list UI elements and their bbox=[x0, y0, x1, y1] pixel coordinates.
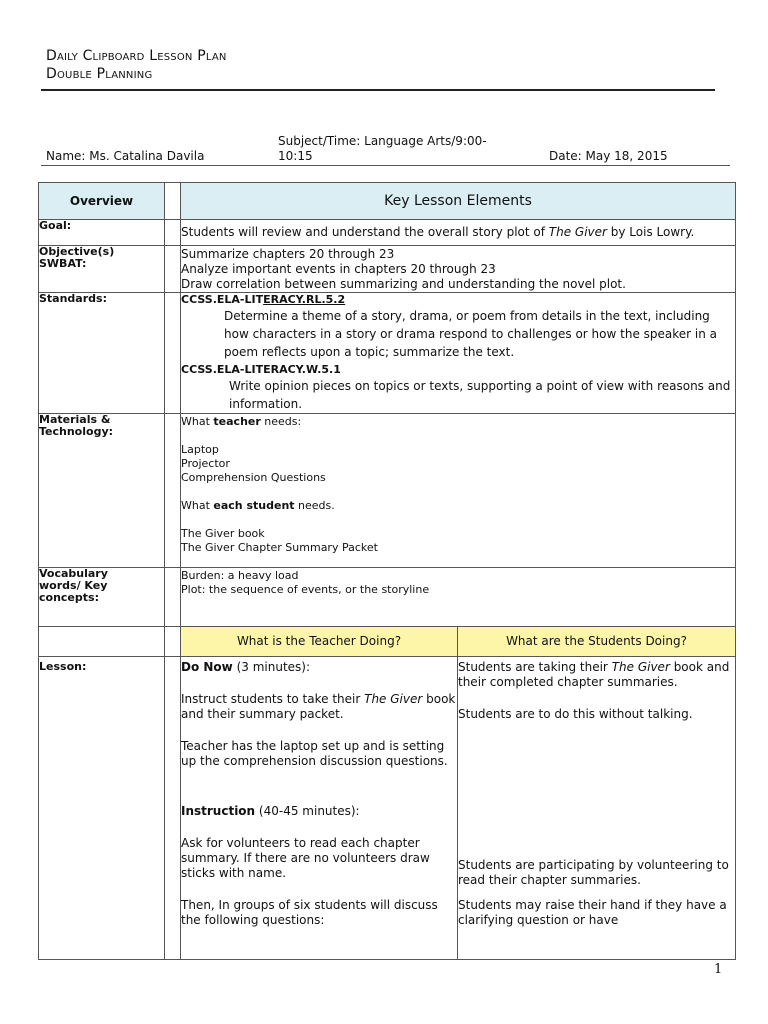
teacher-step-1 bbox=[181, 692, 457, 722]
objectives-label-line-1: Objective(s) bbox=[39, 245, 115, 258]
goal-text-start: Students will review and understand the overall story plot of bbox=[181, 225, 549, 239]
vocabulary-content bbox=[181, 568, 736, 627]
teacher-needs-pre: What bbox=[181, 415, 214, 428]
teacher-step-1-title: The Giver bbox=[364, 692, 423, 706]
standard-description-2: Write opinion pieces on topics or texts, supporting a point of view with reasons and information. bbox=[229, 379, 731, 411]
goal-row bbox=[39, 220, 736, 246]
subject-time bbox=[278, 134, 487, 164]
vocabulary-label-line-2: words/ Key bbox=[39, 579, 108, 592]
subject-time-line-2: 10:15 bbox=[278, 149, 313, 163]
student-step-4: Students may raise their hand if they have a clarifying question or have bbox=[458, 898, 727, 927]
student-material-item: The Giver Chapter Summary Packet bbox=[181, 541, 378, 554]
student-needs-post: needs. bbox=[294, 499, 335, 512]
teacher-material-item: Projector bbox=[181, 457, 230, 470]
teacher-column-header: What is the Teacher Doing? bbox=[181, 627, 458, 657]
student-needs-bold: each student bbox=[213, 499, 295, 512]
student-step-1-start: Students are taking their bbox=[458, 660, 612, 674]
teacher-step-2: Teacher has the laptop set up and is setting up the comprehension discussion questions. bbox=[181, 739, 448, 768]
gap-cell bbox=[165, 568, 181, 627]
teacher-needs-post: needs: bbox=[260, 415, 302, 428]
activity-header-row bbox=[39, 627, 736, 657]
standard-description-1: Determine a theme of a story, drama, or poem from details in the text, including how characters in a story or drama respond to challenges or how the speaker in a poem reflects upon a topic; summarize the text. bbox=[224, 309, 718, 359]
gap-cell bbox=[165, 293, 181, 414]
page-number: 1 bbox=[714, 962, 723, 977]
materials-label-line-1: Materials & bbox=[39, 413, 111, 426]
gap-cell bbox=[165, 414, 181, 568]
vocabulary-label-line-1: Vocabulary bbox=[39, 567, 108, 580]
student-material-item: The Giver book bbox=[181, 527, 265, 540]
gap-cell bbox=[165, 627, 181, 657]
title-line-1: Daily Clipboard Lesson Plan bbox=[46, 48, 227, 64]
teacher-step-1-start: Instruct students to take their bbox=[181, 692, 365, 706]
teacher-name: Name: Ms. Catalina Davila bbox=[46, 149, 205, 163]
teacher-step-1-end: book and their summary packet. bbox=[181, 692, 456, 721]
goal-label: Goal: bbox=[39, 220, 165, 246]
standard-code-1-link[interactable]: ERACY.RL.5.2 bbox=[263, 293, 346, 306]
standard-code-2: CCSS.ELA-LITERACY.W.5.1 bbox=[181, 363, 341, 376]
materials-label-line-2: Technology: bbox=[39, 425, 114, 438]
meta-underline bbox=[41, 165, 730, 166]
lesson-plan-table bbox=[38, 182, 736, 960]
objective-item: Analyze important events in chapters 20 through 23 bbox=[181, 262, 496, 276]
teacher-needs-heading bbox=[181, 415, 735, 429]
student-activities bbox=[458, 657, 736, 960]
vocabulary-item: Burden: a heavy load bbox=[181, 569, 299, 582]
materials-label bbox=[39, 414, 165, 568]
objective-item: Draw correlation between summarizing and understanding the novel plot. bbox=[181, 277, 626, 291]
student-needs-heading bbox=[181, 499, 735, 513]
title-line-2: Double Planning bbox=[46, 66, 153, 82]
teacher-step-3: Ask for volunteers to read each chapter summary. If there are no volunteers draw sticks with name. bbox=[181, 836, 430, 880]
gap-cell bbox=[165, 246, 181, 293]
do-now-heading bbox=[181, 660, 457, 675]
empty-label-cell bbox=[39, 627, 165, 657]
gap-cell bbox=[165, 183, 181, 220]
materials-row bbox=[39, 414, 736, 568]
objectives-label bbox=[39, 246, 165, 293]
instruction-duration: (40-45 minutes): bbox=[255, 804, 360, 818]
teacher-step-4: Then, In groups of six students will discuss the following questions: bbox=[181, 898, 438, 927]
students-column-header: What are the Students Doing? bbox=[458, 627, 736, 657]
standards-content bbox=[181, 293, 736, 414]
key-lesson-elements-header: Key Lesson Elements bbox=[181, 183, 736, 220]
vocabulary-label bbox=[39, 568, 165, 627]
student-step-1-title: The Giver bbox=[611, 660, 670, 674]
teacher-needs-bold: teacher bbox=[213, 415, 261, 428]
standard-code-1 bbox=[181, 293, 735, 307]
student-step-1-end: book and their completed chapter summaries. bbox=[458, 660, 730, 689]
student-needs-pre: What bbox=[181, 499, 214, 512]
student-step-1 bbox=[458, 660, 735, 690]
header-rule bbox=[41, 89, 715, 91]
goal-book-title: The Giver bbox=[548, 225, 607, 239]
student-step-2: Students are to do this without talking. bbox=[458, 707, 693, 721]
objective-item: Summarize chapters 20 through 23 bbox=[181, 247, 395, 261]
instruction-heading bbox=[181, 804, 457, 819]
vocabulary-item: Plot: the sequence of events, or the storyline bbox=[181, 583, 430, 596]
overview-header: Overview bbox=[39, 183, 165, 220]
goal-text bbox=[181, 220, 736, 246]
standards-label: Standards: bbox=[39, 293, 165, 414]
document-title bbox=[46, 47, 227, 83]
do-now-bold: Do Now bbox=[181, 660, 233, 674]
instruction-bold: Instruction bbox=[181, 804, 256, 818]
student-step-3: Students are participating by volunteering to read their chapter summaries. bbox=[458, 858, 729, 887]
teacher-material-item: Laptop bbox=[181, 443, 219, 456]
table-header-row bbox=[39, 183, 736, 220]
lesson-date: Date: May 18, 2015 bbox=[549, 149, 668, 163]
standard-code-1-prefix: CCSS.ELA-LIT bbox=[181, 293, 264, 306]
teacher-activities bbox=[181, 657, 458, 960]
lesson-row bbox=[39, 657, 736, 960]
vocabulary-label-line-3: concepts: bbox=[39, 591, 99, 604]
gap-cell bbox=[165, 220, 181, 246]
goal-text-end: by Lois Lowry. bbox=[606, 225, 695, 239]
lesson-label: Lesson: bbox=[39, 657, 165, 960]
objectives-list bbox=[181, 246, 736, 293]
standards-row bbox=[39, 293, 736, 414]
materials-content bbox=[181, 414, 736, 568]
vocabulary-row bbox=[39, 568, 736, 627]
objectives-row bbox=[39, 246, 736, 293]
do-now-duration: (3 minutes): bbox=[232, 660, 311, 674]
teacher-material-item: Comprehension Questions bbox=[181, 471, 326, 484]
objectives-label-line-2: SWBAT: bbox=[39, 257, 87, 270]
subject-time-line-1: Subject/Time: Language Arts/9:00- bbox=[278, 134, 487, 148]
gap-cell bbox=[165, 657, 181, 960]
